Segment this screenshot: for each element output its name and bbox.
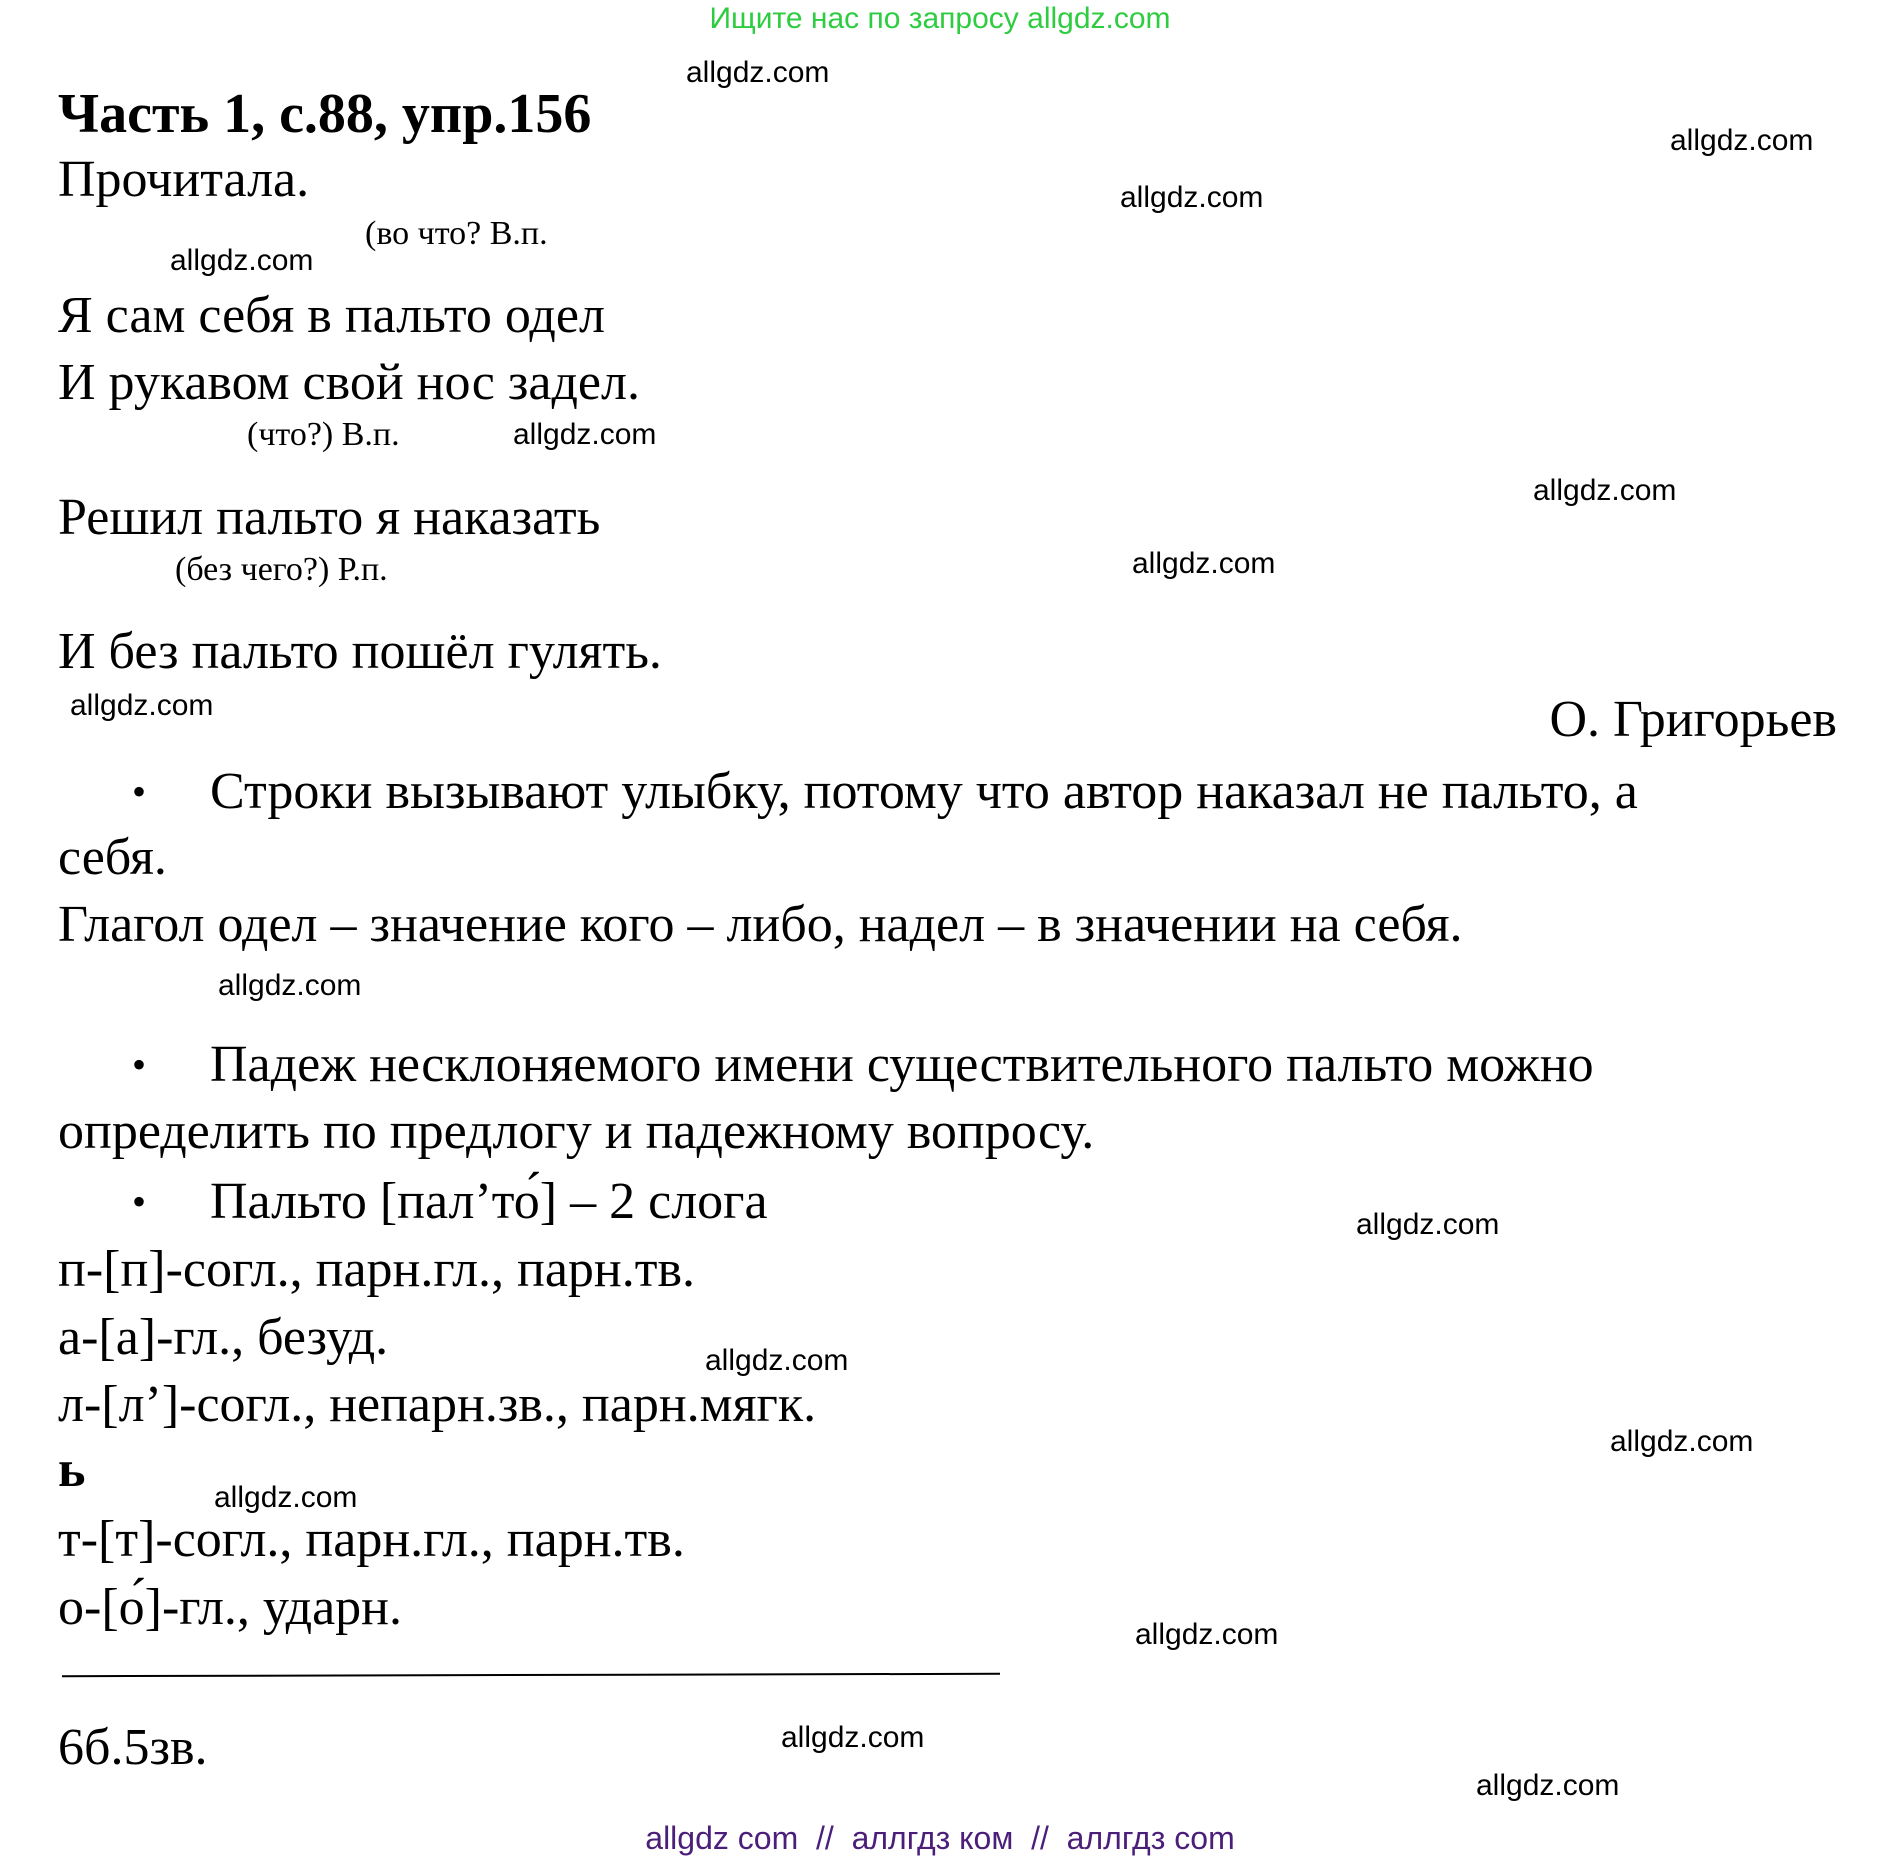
text-line: Пальто [пал’то́] – 2 слога xyxy=(210,1173,768,1230)
watermark: allgdz.com xyxy=(1120,181,1264,214)
phonetic-line: о-[о́]-гл., ударн. xyxy=(58,1579,402,1636)
footer-links[interactable]: allgdz com // аллгдз ком // аллгдз com xyxy=(645,1820,1235,1856)
phonetic-line: т-[т]-согл., парн.гл., парн.тв. xyxy=(58,1511,685,1568)
watermark: allgdz.com xyxy=(170,244,314,277)
case-question: (во что? В.п. xyxy=(365,215,548,252)
page-title: Часть 1, с.88, упр.156 xyxy=(58,83,592,145)
watermark: allgdz.com xyxy=(705,1344,849,1377)
bullet-icon: • xyxy=(132,1042,147,1087)
watermark: allgdz.com xyxy=(781,1721,925,1754)
phonetic-line: ь xyxy=(58,1441,86,1498)
watermark: allgdz.com xyxy=(70,689,214,722)
watermark: allgdz.com xyxy=(1132,547,1276,580)
text-line: Строки вызывают улыбку, потому что автор наказал не пальто, а xyxy=(210,763,1638,820)
bullet-icon: • xyxy=(132,769,147,814)
poem-line: Решил пальто я наказать xyxy=(58,489,601,546)
watermark: allgdz.com xyxy=(513,418,657,451)
text-line: определить по предлогу и падежному вопросу. xyxy=(58,1103,1095,1160)
watermark: allgdz.com xyxy=(1135,1618,1279,1651)
text-line: Глагол одел – значение кого – либо, надел – в значении на себя. xyxy=(58,896,1463,953)
phonetic-line: п-[п]-согл., парн.гл., парн.тв. xyxy=(58,1241,696,1298)
case-question: (без чего?) Р.п. xyxy=(175,551,388,588)
divider xyxy=(62,1673,1000,1677)
text-line: себя. xyxy=(58,829,167,886)
text-line: Прочитала. xyxy=(58,151,310,208)
summary: 6б.5зв. xyxy=(58,1719,208,1776)
watermark: allgdz.com xyxy=(214,1481,358,1514)
watermark: allgdz.com xyxy=(1670,124,1814,157)
watermark: allgdz.com xyxy=(686,56,830,89)
case-question: (что?) В.п. xyxy=(247,416,400,453)
text-line: Падеж несклоняемого имени существительного пальто можно xyxy=(210,1036,1594,1093)
watermark: allgdz.com xyxy=(1610,1425,1754,1458)
phonetic-line: л-[л’]-согл., непарн.зв., парн.мягк. xyxy=(58,1376,817,1433)
watermark: allgdz.com xyxy=(1476,1769,1620,1802)
header-banner[interactable]: Ищите нас по запросу allgdz.com xyxy=(709,2,1171,35)
poem-line: Я сам себя в пальто одел xyxy=(58,287,605,344)
poem-line: И без пальто пошёл гулять. xyxy=(58,623,662,680)
watermark: allgdz.com xyxy=(1533,474,1677,507)
poem-line: И рукавом свой нос задел. xyxy=(58,354,640,411)
bullet-icon: • xyxy=(132,1179,147,1224)
watermark: allgdz.com xyxy=(218,969,362,1002)
poem-author: О. Григорьев xyxy=(1549,691,1837,748)
watermark: allgdz.com xyxy=(1356,1208,1500,1241)
phonetic-line: а-[а]-гл., безуд. xyxy=(58,1309,389,1366)
